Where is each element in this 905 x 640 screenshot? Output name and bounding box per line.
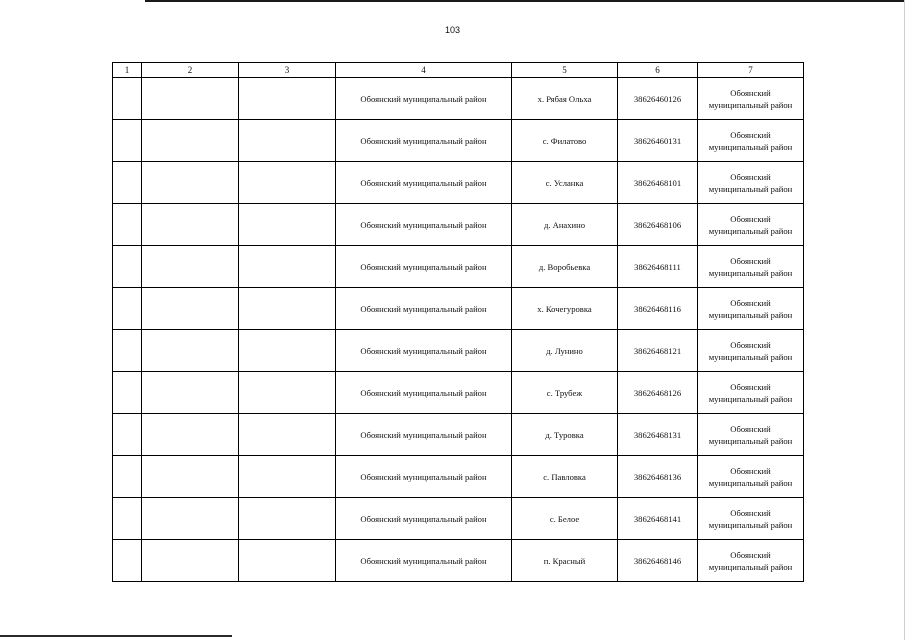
municipality-line-2: муниципальный район — [708, 141, 793, 152]
cell-district: Обоянский муниципальный район — [336, 162, 512, 204]
column-header-7: 7 — [698, 63, 804, 78]
municipality-line-1: Обоянский — [730, 213, 771, 224]
cell-col3 — [239, 162, 336, 204]
cell-col1 — [113, 288, 142, 330]
column-header-4: 4 — [336, 63, 512, 78]
cell-municipality — [698, 540, 804, 582]
cell-oktmo-code: 38626460126 — [618, 78, 698, 120]
municipality-line-2: муниципальный район — [708, 393, 793, 404]
municipality-line-2: муниципальный район — [708, 519, 793, 530]
cell-district: Обоянский муниципальный район — [336, 204, 512, 246]
municipality-line-2: муниципальный район — [708, 351, 793, 362]
cell-col2 — [142, 372, 239, 414]
cell-col1 — [113, 414, 142, 456]
cell-col2 — [142, 330, 239, 372]
cell-district: Обоянский муниципальный район — [336, 372, 512, 414]
cell-col1 — [113, 204, 142, 246]
table-row — [113, 246, 804, 288]
cell-col2 — [142, 498, 239, 540]
cell-col1 — [113, 456, 142, 498]
cell-settlement: с. Усланка — [512, 162, 618, 204]
municipality-line-2: муниципальный район — [708, 477, 793, 488]
column-header-2: 2 — [142, 63, 239, 78]
cell-district: Обоянский муниципальный район — [336, 246, 512, 288]
column-header-6: 6 — [618, 63, 698, 78]
municipality-line-1: Обоянский — [730, 465, 771, 476]
cell-oktmo-code: 38626468106 — [618, 204, 698, 246]
cell-col3 — [239, 372, 336, 414]
cell-oktmo-code: 38626468121 — [618, 330, 698, 372]
cell-oktmo-code: 38626468101 — [618, 162, 698, 204]
column-header-1: 1 — [113, 63, 142, 78]
cell-district: Обоянский муниципальный район — [336, 330, 512, 372]
cell-settlement: с. Филатово — [512, 120, 618, 162]
cell-municipality — [698, 204, 804, 246]
cell-settlement: п. Красный — [512, 540, 618, 582]
document-table — [112, 62, 804, 582]
cell-district: Обоянский муниципальный район — [336, 78, 512, 120]
table-row — [113, 288, 804, 330]
table-row — [113, 498, 804, 540]
municipality-line-1: Обоянский — [730, 339, 771, 350]
cell-col2 — [142, 78, 239, 120]
municipality-line-1: Обоянский — [730, 423, 771, 434]
cell-oktmo-code: 38626460131 — [618, 120, 698, 162]
table-row — [113, 372, 804, 414]
cell-col1 — [113, 78, 142, 120]
cell-col3 — [239, 498, 336, 540]
cell-oktmo-code: 38626468131 — [618, 414, 698, 456]
cell-district: Обоянский муниципальный район — [336, 456, 512, 498]
cell-col3 — [239, 246, 336, 288]
cell-municipality — [698, 372, 804, 414]
table-row — [113, 120, 804, 162]
scan-border-top — [145, 0, 905, 2]
municipality-line-2: муниципальный район — [708, 225, 793, 236]
cell-col3 — [239, 120, 336, 162]
column-header-5: 5 — [512, 63, 618, 78]
cell-col2 — [142, 456, 239, 498]
table-row — [113, 456, 804, 498]
cell-col1 — [113, 330, 142, 372]
cell-district: Обоянский муниципальный район — [336, 498, 512, 540]
cell-settlement: д. Лунино — [512, 330, 618, 372]
cell-settlement: с. Трубеж — [512, 372, 618, 414]
table-row — [113, 540, 804, 582]
cell-col3 — [239, 78, 336, 120]
table-row — [113, 204, 804, 246]
cell-oktmo-code: 38626468111 — [618, 246, 698, 288]
scan-border-bottom — [0, 635, 232, 637]
table-row — [113, 162, 804, 204]
cell-col2 — [142, 204, 239, 246]
municipality-line-2: муниципальный район — [708, 309, 793, 320]
cell-municipality — [698, 456, 804, 498]
municipality-line-1: Обоянский — [730, 381, 771, 392]
cell-col1 — [113, 162, 142, 204]
municipality-line-2: муниципальный район — [708, 435, 793, 446]
municipality-line-1: Обоянский — [730, 129, 771, 140]
municipality-line-2: муниципальный район — [708, 183, 793, 194]
table-row — [113, 330, 804, 372]
cell-municipality — [698, 288, 804, 330]
municipality-line-2: муниципальный район — [708, 99, 793, 110]
cell-district: Обоянский муниципальный район — [336, 288, 512, 330]
cell-col1 — [113, 120, 142, 162]
cell-settlement: с. Белое — [512, 498, 618, 540]
cell-settlement: х. Рябая Ольха — [512, 78, 618, 120]
municipality-line-1: Обоянский — [730, 507, 771, 518]
page-number: 103 — [444, 25, 461, 35]
cell-settlement: д. Воробьевка — [512, 246, 618, 288]
cell-oktmo-code: 38626468136 — [618, 456, 698, 498]
cell-municipality — [698, 414, 804, 456]
cell-col1 — [113, 498, 142, 540]
municipality-line-1: Обоянский — [730, 255, 771, 266]
cell-municipality — [698, 498, 804, 540]
cell-col2 — [142, 288, 239, 330]
cell-municipality — [698, 78, 804, 120]
cell-col3 — [239, 456, 336, 498]
table-row — [113, 78, 804, 120]
municipality-line-2: муниципальный район — [708, 267, 793, 278]
cell-col2 — [142, 120, 239, 162]
cell-col1 — [113, 540, 142, 582]
cell-oktmo-code: 38626468141 — [618, 498, 698, 540]
cell-municipality — [698, 246, 804, 288]
municipality-line-1: Обоянский — [730, 87, 771, 98]
cell-col3 — [239, 414, 336, 456]
cell-settlement: с. Павловка — [512, 456, 618, 498]
cell-col2 — [142, 162, 239, 204]
table-header-row — [113, 63, 804, 78]
cell-col3 — [239, 288, 336, 330]
cell-district: Обоянский муниципальный район — [336, 540, 512, 582]
cell-col3 — [239, 540, 336, 582]
cell-col1 — [113, 246, 142, 288]
cell-col2 — [142, 246, 239, 288]
cell-settlement: х. Кочегуровка — [512, 288, 618, 330]
cell-oktmo-code: 38626468116 — [618, 288, 698, 330]
cell-settlement: д. Туровка — [512, 414, 618, 456]
cell-district: Обоянский муниципальный район — [336, 414, 512, 456]
cell-col3 — [239, 204, 336, 246]
column-header-3: 3 — [239, 63, 336, 78]
cell-municipality — [698, 120, 804, 162]
cell-col2 — [142, 414, 239, 456]
cell-col2 — [142, 540, 239, 582]
table-row — [113, 414, 804, 456]
municipality-line-1: Обоянский — [730, 549, 771, 560]
cell-oktmo-code: 38626468146 — [618, 540, 698, 582]
cell-municipality — [698, 162, 804, 204]
cell-municipality — [698, 330, 804, 372]
cell-col3 — [239, 330, 336, 372]
cell-col1 — [113, 372, 142, 414]
cell-district: Обоянский муниципальный район — [336, 120, 512, 162]
cell-settlement: д. Анахино — [512, 204, 618, 246]
cell-oktmo-code: 38626468126 — [618, 372, 698, 414]
municipality-line-1: Обоянский — [730, 171, 771, 182]
municipality-line-1: Обоянский — [730, 297, 771, 308]
municipality-line-2: муниципальный район — [708, 561, 793, 572]
